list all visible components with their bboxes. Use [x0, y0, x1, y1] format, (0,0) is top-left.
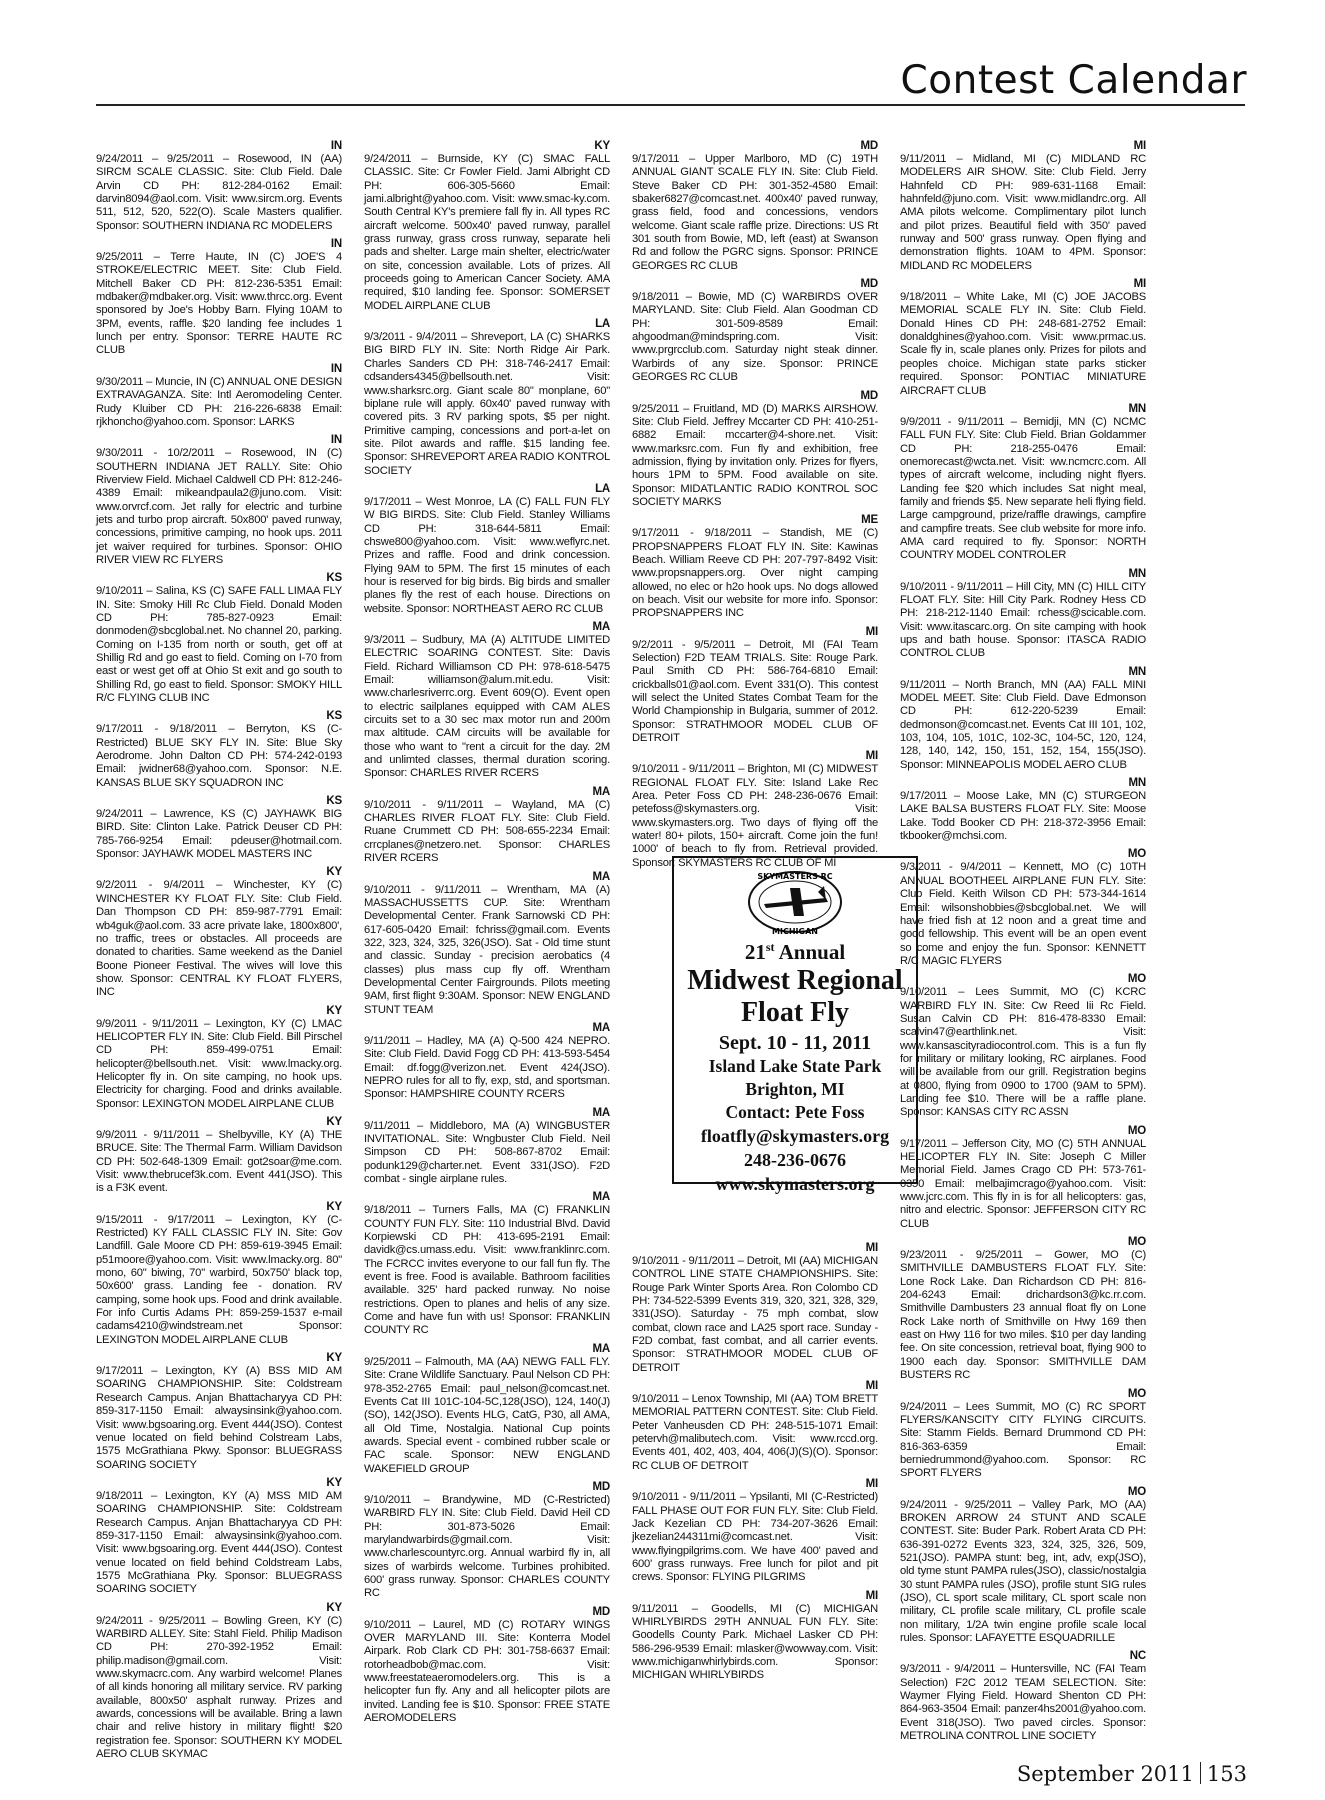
calendar-entry — [900, 973, 1146, 1119]
event-listing: 9/9/2011 - 9/11/2011 – Shelbyville, KY (A) THE BRUCE. Site: The Thermal Farm. William Davidson CD PH: 502-648-1309 Email: got2soar@me.com. Visit: www.thebrucef3k.com. Event 441(JSO). This is a F3K event. — [96, 1128, 342, 1195]
state-heading: IN — [330, 362, 342, 375]
event-listing: 9/30/2011 - 10/2/2011 – Rosewood, IN (C) SOUTHERN INDIANA JET RALLY. Site: Ohio Riverview Field. Michael Caldwell CD PH: 812-246-4389 Email: mikeandpaula2@juno.com. Visit: www.orvrcf.com. Jet rally for electric and turbine jets and turbo prop aircraft. 50x800' paved runway, concessions, primitive camping, no hook ups. 2011 jet waiver required for turbines. Sponsor: OHIO RIVER VIEW RC FLYERS — [96, 447, 342, 566]
footer-divider — [1200, 1762, 1201, 1784]
calendar-entry — [96, 1477, 342, 1597]
calendar-entry — [632, 1590, 878, 1683]
issue-date: September 2011 — [1016, 1762, 1194, 1786]
state-heading: KY — [326, 1200, 342, 1213]
calendar-column-1 — [96, 140, 342, 1766]
event-listing: 9/11/2011 – North Branch, MN (AA) FALL MINI MODEL MEET. Site: Club Field. Dave Edmonson CD PH: 612-220-5239 Email: dedmonson@comcast.net. Events Cat III 101, 102, 103, 104, 105, 101C, 102-3C, 104-5C, 120, 124, 128, 140, 142, 150, 151, 152, 154, 155(JSO). Sponsor: MINNEAPOLIS MODEL AERO CLUB — [900, 678, 1146, 771]
event-listing: 9/15/2011 - 9/17/2011 – Lexington, KY (C-Restricted) KY FALL CLASSIC FLY IN. Site: Gov Landfill. Gale Moore CD PH: 859-619-3945 Email: p51moore@yahoo.com. Visit: www.lmacky.org. 80" mono, 60" biwing, 70" warbird, 50x750' black top, 50x600' grass. Landing fee - donation. RV camping, some hook ups. Food and drink available. For info Curtis Adams PH: 859-259-1537 e-mail cadams4210@windstream.net Sponsor: LEXINGTON MODEL AIRPLANE CLUB — [96, 1213, 342, 1346]
calendar-entry — [96, 363, 342, 429]
calendar-entry — [900, 1486, 1146, 1646]
calendar-entry — [632, 1478, 878, 1584]
state-heading: MI — [865, 1242, 878, 1254]
event-listing: 9/3/2011 - 9/4/2011 – Huntersville, NC (FAI Team Selection) F2C 2012 TEAM SELECTION. Site: Waymer Flying Field. Howard Shenton CD PH: 864-963-3504 Email: panzer4hs2001@yahoo.com. Event 318(JSO). Two paved circles. Sponsor: METROLINA CONTROL LINE SOCIETY — [900, 1663, 1146, 1743]
state-heading: KY — [326, 1601, 342, 1614]
state-heading: MI — [865, 1589, 878, 1602]
event-listing: 9/24/2011 - 9/25/2011 – Valley Park, MO (AA) BROKEN ARROW 24 STUNT AND SCALE CONTEST. Site: Buder Park. Robert Arata CD PH: 636-391-0272 Events 323, 324, 325, 326, 509, 521(JSO). PAMPA stunt: beg, int, adv, exp(JSO), old tyme stunt PAMPA rules(JSO), classic/nostalgia 30 stunt PAMPA rules (JSO), profile stunt SIG rules (JSO), CL sport scale military, CL sport scale non military, CL profile scale military, CL profile scale non military, 1/2A twin engine profile scale local rules. Sponsor: LAFAYETTE ESQUADRILLE — [900, 1498, 1146, 1644]
event-listing: 9/2/2011 - 9/5/2011 – Detroit, MI (FAI Team Selection) F2D TEAM TRIALS. Site: Rouge Park. Paul Smith CD PH: 586-764-6810 Email: crickballs01@aol.com. Event 331(O). This contest will select the United States Combat Team for the World Championship in Bulgaria, summer of 2012. Sponsor: STRATHMOOR MODEL CLUB OF DETROIT — [632, 638, 878, 745]
calendar-column-2 — [364, 140, 610, 1730]
calendar-column-3 — [632, 140, 878, 875]
ad-phone: 248-236-0676 — [744, 1150, 846, 1170]
ad-website: www.skymasters.org — [715, 1174, 875, 1194]
state-heading: MI — [1133, 140, 1146, 152]
calendar-entry — [96, 1005, 342, 1111]
state-heading: IN — [330, 140, 342, 152]
state-heading: MA — [592, 1342, 610, 1355]
page-title: Contest Calendar — [900, 58, 1247, 103]
calendar-entry — [900, 568, 1146, 661]
event-listing: 9/11/2011 – Midland, MI (C) MIDLAND RC MODELERS AIR SHOW. Site: Club Field. Jerry Hahnfeld CD PH: 989-631-1168 Email: hahnfeld@juno.com. Visit: www.midlandrc.org. All AMA pilots welcome. Complimentary pilot lunch and pilot prizes. Beautiful field with 350' paved runway and 500' grass runway. Open flying and demonstration flights. 10AM to 4PM. Sponsor: MIDLAND RC MODELERS — [900, 153, 1146, 272]
event-listing: 9/24/2011 – 9/25/2011 – Rosewood, IN (AA) SIRCM SCALE CLASSIC. Site: Club Field. Dale Arvin CD PH: 812-284-0162 Email: darvin8094@aol.com. Visit: www.sircm.org. Events 511, 512, 520, 522(O). Scale Masters qualifier. Sponsor: SOUTHERN INDIANA RC MODELERS — [96, 153, 342, 232]
event-listing: 9/10/2011 - 9/11/2011 – Ypsilanti, MI (C-Restricted) FALL PHASE OUT FOR FUN FLY. Site: Club Field. Jack Kezelian CD PH: 734-207-3626 Email: jkezelian244311mi@comcast.net. Visit: www.flyingpilgrims.com. We have 400' paved and 600' grass runways. Free lunch for pilot and pit crews. Sponsor: FLYING PILGRIMS — [632, 1491, 878, 1584]
state-heading: MO — [1127, 848, 1146, 861]
state-heading: MA — [592, 621, 610, 633]
ad-venue: Island Lake State Park — [708, 1056, 882, 1076]
calendar-entry — [364, 1022, 610, 1102]
calendar-entry — [900, 777, 1146, 843]
event-listing: 9/17/2011 – Jefferson City, MO (C) 5TH ANNUAL HELICOPTER FLY IN. Site: Joseph C Miller Memorial Field. James Crago CD PH: 573-761-0350 Email: melbajimcrago@yahoo.com. Visit: www.jcrc.com. This fly in is for all helicopters: gas, nitro and electric. Sponsor: JEFFERSON CITY RC CLUB — [900, 1137, 1146, 1230]
state-heading: MD — [860, 389, 878, 402]
state-heading: MO — [1127, 1124, 1146, 1137]
ad-city: Brighton, MI — [745, 1079, 845, 1099]
event-listing: 9/10/2011 - 9/11/2011 – Detroit, MI (AA) MICHIGAN CONTROL LINE STATE CHAMPIONSHIPS. Site: Rouge Park Winter Sports Area. Ron Colombo CD PH: 734-522-5399 Events 319, 320, 321, 328, 329, 331(JSO). Saturday - 75 mph combat, slow combat, clown race and LA25 sport race. Sunday - F2D combat, fast combat, and all carrier events. Sponsor: STRATHMOOR MODEL CLUB OF DETROIT — [632, 1255, 878, 1374]
calendar-entry — [900, 1236, 1146, 1382]
event-listing: 9/23/2011 - 9/25/2011 – Gower, MO (C) SMITHVILLE DAMBUSTERS FLOAT FLY. Site: Lone Rock Lake. Dan Richardson CD PH: 816-204-6243 Email: drichardson3@kc.rr.com. Smithville Dambusters 23 annual float fly on Lone Rock Lake north of Smithville on Hwy 169 then east on Hwy 116 for two miles. $10 per day landing fee. On site concession, retrieval boat, flying 900 to 1900 each day. Sponsor: SMITHVILLE DAM BUSTERS RC — [900, 1249, 1146, 1382]
ad-contact: Contact: Pete Foss — [725, 1102, 865, 1122]
logo-top-text: SKYMASTERS RC — [757, 872, 833, 881]
calendar-entry — [96, 140, 342, 233]
event-listing: 9/11/2011 – Hadley, MA (A) Q-500 424 NEPRO. Site: Club Field. David Fogg CD PH: 413-593-5454 Email: df.fogg@verizon.net. Event 424(JSO). NEPRO rules for all to fly, exp, std, and sportsman. Sponsor: HAMPSHIRE COUNTY RCERS — [364, 1034, 610, 1101]
state-heading: MA — [592, 1191, 610, 1204]
calendar-entry — [632, 514, 878, 620]
event-listing: 9/10/2011 – Salina, KS (C) SAFE FALL LIMAA FLY IN. Site: Smoky Hill Rc Club Field. Donald Moden CD PH: 785-827-0923 Email: donmoden@sbcglobal.net. No channel 20, parking. Coming on I-135 from north or south, get off at Shillig Rd and go east to field. Coming on I-70 from east or west get off at Ohio St exit and go south to Shilling Rd, go east to field. Sponsor: SMOKY HILL R/C FLYING CLUB INC — [96, 585, 342, 705]
ad-email: floatfly@skymasters.org — [700, 1126, 890, 1146]
calendar-entry — [364, 621, 610, 781]
event-listing: 9/24/2011 – Burnside, KY (C) SMAC FALL CLASSIC. Site: Cr Fowler Field. Jami Albright CD PH: 606-305-5660 Email: jami.albright@yahoo.com. Visit: www.smac-ky.com. South Central KY's premiere fall fly in. All types RC aircraft welcome. 500x40' paved runway, parallel grass runway, grass cross runway, separate heli pads and shelter. Large main shelter, electric/water on site, concession available. Lots of prizes. All proceeds going to American Cancer Society. AMA required, $10 landing fee. Sponsor: SOMERSET MODEL AIRPLANE CLUB — [364, 153, 610, 312]
event-listing: 9/25/2011 – Terre Haute, IN (C) JOE'S 4 STROKE/ELECTRIC MEET. Site: Club Field. Mitchell Baker CD PH: 812-236-5351 Email: mdbaker@mdbaker.org. Visit: www.thrcc.org. Event sponsored by Joe's Hobby Barn. Flying 10AM to 3PM, events, raffle. $20 landing fee includes 1 lunch per entry. Sponsor: TERRE HAUTE RC CLUB — [96, 251, 342, 357]
event-listing: 9/18/2011 – White Lake, MI (C) JOE JACOBS MEMORIAL SCALE FLY IN. Site: Club Field. Donald Hines CD PH: 248-681-2752 Email: donaldghines@yahoo.com. Visit: www.prmac.us. Scale fly in, scale planes only. Prizes for pilots and peoples choice. Michigan state parks sticker required. Sponsor: PONTIAC MINIATURE AIRCRAFT CLUB — [900, 291, 1146, 397]
state-heading: MA — [592, 1106, 610, 1119]
event-listing: 9/3/2011 – Sudbury, MA (A) ALTITUDE LIMITED ELECTRIC SOARING CONTEST. Site: Davis Field. Richard Williamson CD PH: 978-618-5475 Email: williamson@alum.mit.edu. Visit: www.charlesriverrc.org. Event 609(O). Event open to electric sailplanes equipped with CAM ALES circuits set to a 30 sec max motor run and 200m max altitude. CAM circuits will be available for those who want to "rent a circuit for the day. 2M and unlimted classes, thermal duration scoring. Sponsor: CHARLES RIVER RCERS — [364, 634, 610, 780]
calendar-entry — [900, 140, 1146, 273]
state-heading: MA — [592, 785, 610, 798]
state-heading: MN — [1128, 665, 1146, 678]
calendar-entry — [96, 710, 342, 790]
calendar-entry — [96, 1352, 342, 1472]
state-heading: LA — [595, 318, 610, 331]
calendar-entry — [632, 626, 878, 746]
calendar-entry — [632, 278, 878, 384]
event-listing: 9/10/2011 – Lees Summit, MO (C) KCRC WARBIRD FLY IN. Site: Cw Reed Iii Rc Field. Susan Calvin CD PH: 816-478-8330 Email: scalvin47@earthlink.net. Visit: www.kansascityradiocontrol.com. This is a fun fly for military or military looking, RC airplanes. Food will be available from our grill. Registration begins at 0800, flying from 0900 to 1700 (9AM to 5PM). Landing fee $10. There will be a raffle plane. Sponsor: KANSAS CITY RC ASSN — [900, 986, 1146, 1119]
state-heading: MD — [592, 1480, 610, 1493]
event-listing: 9/17/2011 – Lexington, KY (A) BSS MID AM SOARING CHAMPIONSHIP. Site: Coldstream Research Campus. Anjan Bhattacharyya CD PH: 859-317-1150 Email: alwaysinsink@yahoo.com. Visit: www.bgsoaring.org. Event 444(JSO). Contest venue located on field behind Colstream Labs, 1575 McGrathiana Pkwy. Sponsor: BLUEGRASS SOARING SOCIETY — [96, 1365, 342, 1471]
event-listing: 9/18/2011 – Lexington, KY (A) MSS MID AM SOARING CHAMPIONSHIP. Site: Coldstream Research Campus. Anjan Bhattacharyya CD PH: 859-317-1150 Email: alwaysinsink@yahoo.com. Visit: www.bgsoaring.org. Event 444(JSO). Contest venue located on field behind Coldstream Labs, 1575 McGrathiana Pky. Sponsor: BLUEGRASS SOARING SOCIETY — [96, 1489, 342, 1596]
state-heading: MI — [865, 625, 878, 638]
ad-annual: 21st Annual — [744, 940, 846, 964]
calendar-entry — [96, 238, 342, 358]
event-listing: 9/18/2011 – Turners Falls, MA (C) FRANKLIN COUNTY FUN FLY. Site: 110 Industrial Blvd. David Korpiewski CD PH: 413-695-2191 Email: davidk@cs.umass.edu. Visit: www.franklinrc.com. The FCRCC invites everyone to our fall fun fly. The event is free. Food is available. Bathroom facilities available. 325' hard packed runway. No noise restrictions. Open to planes and helis of any size. Come and have fun with us! Sponsor: FRANKLIN COUNTY RC — [364, 1204, 610, 1337]
event-listing: 9/25/2011 – Fruitland, MD (D) MARKS AIRSHOW. Site: Club Field. Jeffrey Mccarter CD PH: 410-251-6882 Email: mccarter@4-shore.net. Visit: www.marksrc.com. Fun fly and exhibition, free admission, flying by invitation only. Prizes for flyers, hours 1PM to 5PM. Food available on site. Sponsor: MIDATLANTIC RADIO KONTROL SOC SOCIETY MARKS — [632, 402, 878, 508]
event-listing: 9/17/2011 - 9/18/2011 – Berryton, KS (C-Restricted) BLUE SKY FLY IN. Site: Blue Sky Aerodrome. John Dalton CD PH: 574-242-0193 Email: jwidner68@yahoo.com. Sponsor: N.E. KANSAS BLUE SKY SQUADRON INC — [96, 723, 342, 789]
event-listing: 9/10/2011 – Brandywine, MD (C-Restricted) WARBIRD FLY IN. Site: Club Field. David Heil CD PH: 301-873-5026 Email: marylandwarbirds@gmail.com. Visit: www.charlescountyrc.org. Annual warbird fly in, all sizes of warbirds welcome. Turbines prohibited. 600' grass runway. Sponsor: CHARLES COUNTY RC — [364, 1493, 610, 1600]
calendar-entry — [364, 1343, 610, 1476]
calendar-entry — [364, 483, 610, 616]
calendar-entry — [632, 390, 878, 510]
calendar-entry — [96, 572, 342, 705]
calendar-entry — [364, 1606, 610, 1726]
event-listing: 9/9/2011 - 9/11/2011 – Bemidji, MN (C) NCMC FALL FUN FLY. Site: Club Field. Brian Goldammer CD PH: 218-255-0476 Email: onemorecast@wcta.net. Visit: ww.ncmcrc.com. All types of aircraft welcome, including night flyers. Landing fee $20 which includes Sat night meal, family and friends $5. New separate heli flying field. Large campground, prize/raffle drawings, campfire and campfire treats. See club website for more info. AMA card required to fly. Sponsor: NORTH COUNTRY MODEL CONTROLER — [900, 415, 1146, 562]
event-listing: 9/17/2011 – Upper Marlboro, MD (C) 19TH ANNUAL GIANT SCALE FLY IN. Site: Club Field. Steve Baker CD PH: 301-352-4580 Email: sbaker6827@comcast.net. 400x40' paved runway, grass field, food and concessions, vendors welcome. Giant scale raffle prize. Directions: US Rt 301 south from Bowie, MD, left (east) at Swanson Rd and follow the PGRC signs. Sponsor: PRINCE GEORGES RC CLUB — [632, 153, 878, 272]
event-listing: 9/11/2011 – Middleboro, MA (A) WINGBUSTER INVITATIONAL. Site: Wngbuster Club Field. Neil Simpson CD PH: 508-867-8702 Email: podunk129@charter.net. Event 331(JSO). F2D combat - single airplane rules. — [364, 1119, 610, 1186]
event-listing: 9/10/2011 - 9/11/2011 – Hill City, MN (C) HILL CITY FLOAT FLY. Site: Hill City Park. Rodney Hess CD PH: 218-212-1140 Email: rchess@scicable.com. Visit: www.itascarc.org. On site camping with hook ups and bath house. Sponsor: ITASCA RADIO CONTROL CLUB — [900, 580, 1146, 660]
state-heading: MO — [1127, 1236, 1146, 1249]
state-heading: IN — [330, 238, 342, 251]
state-heading: MA — [592, 1021, 610, 1034]
event-listing: 9/24/2011 – Lees Summit, MO (C) RC SPORT FLYERS/KANSCITY CITY FLYING CIRCUITS. Site: Stamm Fields. Bernard Drummond CD PH: 816-363-6359 Email: berniedrummond@yahoo.com. Sponsor: RC SPORT FLYERS — [900, 1400, 1146, 1480]
header-rule — [96, 104, 1245, 106]
event-listing: 9/17/2011 – West Monroe, LA (C) FALL FUN FLY W BIG BIRDS. Site: Club Field. Stanley Williams CD PH: 318-644-5811 Email: chswe800@yahoo.com. Visit: www.weflyrc.net. Prizes and raffle. Food and drink concession. Flying 9AM to 5PM. The first 15 minutes of each hour is reserved for big birds. Big birds and smaller planes fly the rest of each house. Directions on website. Sponsor: NORTHEAST AERO RC CLUB — [364, 495, 610, 615]
ad-headline-2: Float Fly — [740, 997, 850, 1028]
calendar-entry — [900, 666, 1146, 772]
event-listing: 9/10/2011 – Lenox Township, MI (AA) TOM BRETT MEMORIAL PATTERN CONTEST. Site: Club Field. Peter Vanheusden CD PH: 248-515-1071 Email: petervh@malibutech.com. Visit: www.rccd.org. Events 401, 402, 403, 404, 406(J)(S)(O). Sponsor: RC CLUB OF DETROIT — [632, 1393, 878, 1472]
state-heading: MO — [1127, 1387, 1146, 1400]
state-heading: KY — [326, 1004, 342, 1017]
calendar-entry — [632, 1380, 878, 1473]
calendar-entry — [364, 786, 610, 866]
calendar-column-4 — [900, 140, 1146, 1748]
state-heading: MN — [1128, 777, 1146, 790]
state-heading: MI — [865, 750, 878, 763]
state-heading: KS — [326, 572, 342, 585]
event-listing: 9/2/2011 - 9/4/2011 – Winchester, KY (C) WINCHESTER KY FLOAT FLY. Site: Club Field. Dan Thompson CD PH: 859-987-7791 Email: wb4guk@aol.com. 33 acre private lake, 1800x800', no traffic, trees or obstacles. All proceeds are donated to charities. Same weekend as the Daniel Boone Pioneer Festival. The wives will love this show. Sponsor: CENTRAL KY FLOAT FLYERS, INC — [96, 879, 342, 999]
calendar-entry — [900, 848, 1146, 968]
calendar-entry — [632, 750, 878, 870]
event-listing: 9/25/2011 – Falmouth, MA (AA) NEWG FALL FLY. Site: Crane Wildlife Sanctuary. Paul Nelson CD PH: 978-352-2765 Email: paul_nelson@comcast.net. Events Cat III 101C-104-5C,128(JSO), 124, 140(J)(SO), 142(JSO). Events HLG, CatG, P30, all AMA, all Old Time, Nostalgia. National Cup points awards. Special event - combined rubber scale or FAC scale. Sponsor: NEW ENGLAND WAKEFIELD GROUP — [364, 1355, 610, 1475]
event-listing: 9/10/2011 - 9/11/2011 – Brighton, MI (C) MIDWEST REGIONAL FLOAT FLY. Site: Island Lake Rec Area. Peter Foss CD PH: 248-236-0676 Email: petefoss@skymasters.org. Visit: www.skymasters.org. Two days of flying off the water! 80+ pilots, 150+ aircraft. Come join the fun! 1000' of beach to fly from. Retrieval provided. Sponsor: SKYMASTERS RC CLUB OF MI — [632, 763, 878, 869]
calendar-entry — [96, 866, 342, 999]
calendar-entry — [900, 1388, 1146, 1481]
event-listing: 9/10/2011 - 9/11/2011 – Wayland, MA (C) CHARLES RIVER FLOAT FLY. Site: Club Field. Ruane Crummett CD PH: 508-655-2234 Email: crrcplanes@netzero.net. Sponsor: CHARLES RIVER RCERS — [364, 798, 610, 865]
state-heading: MN — [1128, 402, 1146, 415]
state-heading: KY — [326, 1115, 342, 1128]
page-footer — [1017, 1762, 1247, 1786]
event-listing: 9/3/2011 - 9/4/2011 – Shreveport, LA (C) SHARKS BIG BIRD FLY IN. Site: North Ridge Air Park. Charles Sanders CD PH: 318-746-2417 Email: cdsanders4345@bellsouth.net. Visit: www.sharksrc.org. Giant scale 80" monplane, 60" biplane rule will apply. 60x40' paved runway with covered pits. 3 RV parking spots, $5 per night. Primitive camping, concessions and port-a-let on site. Pilot awards and raffle. $15 landing fee. Sponsor: SHREVEPORT AREA RADIO KONTROL SOCIETY — [364, 331, 610, 477]
state-heading: MA — [592, 870, 610, 883]
calendar-entry — [96, 1201, 342, 1347]
state-heading: NC — [1129, 1650, 1146, 1663]
calendar-entry — [364, 1481, 610, 1601]
state-heading: KY — [326, 1476, 342, 1489]
state-heading: KS — [326, 795, 342, 808]
logo-bottom-text: MICHIGAN — [772, 927, 818, 936]
calendar-entry — [364, 140, 610, 313]
page-number: 153 — [1206, 1762, 1247, 1786]
state-heading: ME — [861, 514, 878, 527]
skymasters-logo-icon — [730, 866, 860, 938]
event-listing: 9/11/2011 – Goodells, MI (C) MICHIGAN WHIRLYBIRDS 29TH ANNUAL FUN FLY. Site: Goodells County Park. Michael Lasker CD PH: 586-296-9539 Email: mlasker@wowway.com. Visit: www.michiganwhirlybirds.com. Sponsor: MICHIGAN WHIRLYBIRDS — [632, 1602, 878, 1682]
state-heading: MO — [1127, 973, 1146, 986]
calendar-entry — [96, 1116, 342, 1196]
state-heading: MO — [1127, 1485, 1146, 1498]
state-heading: MN — [1128, 567, 1146, 580]
ad-headline-1: Midwest Regional — [687, 965, 903, 996]
event-listing: 9/3/2011 - 9/4/2011 – Kennett, MO (C) 10TH ANNUAL BOOTHEEL AIRPLANE FUN FLY. Site: Club Field. Keith Wilson CD PH: 573-344-1614 Email: wilsonshobbies@sbcglobal.net. We will have fried fish at 12 noon and a great time and good fellowship. This event will be an open event so come and enjoy the fun. Sponsor: KENNETT R/C MAGIC FLYERS — [900, 861, 1146, 967]
state-heading: KY — [326, 1352, 342, 1365]
calendar-entry — [900, 403, 1146, 563]
calendar-entry — [900, 1125, 1146, 1231]
event-listing: 9/9/2011 - 9/11/2011 – Lexington, KY (C) LMAC HELICOPTER FLY IN. Site: Club Field. Bill Pirschel CD PH: 859-499-0751 Email: helicopter@bellsouth.net. Visit: www.lmacky.org. Helicopter fly in. On site camping, no hook ups. Electricity for charging. Food and drinks available. Sponsor: LEXINGTON MODEL AIRPLANE CLUB — [96, 1017, 342, 1110]
state-heading: MI — [1133, 278, 1146, 291]
calendar-entry — [96, 1602, 342, 1762]
calendar-entry — [900, 278, 1146, 398]
event-listing: 9/30/2011 – Muncie, IN (C) ANNUAL ONE DESIGN EXTRAVAGANZA. Site: Intl Aeromodeling Center. Rudy Kluiber CD PH: 216-226-6838 Email: rjkhoncho@yahoo.com. Sponsor: LARKS — [96, 375, 342, 428]
ad-dates: Sept. 10 - 11, 2011 — [718, 1032, 872, 1054]
state-heading: KS — [326, 710, 342, 723]
calendar-entry — [364, 871, 610, 1017]
state-heading: MD — [860, 278, 878, 291]
state-heading: MD — [860, 140, 878, 152]
event-listing: 9/10/2011 – Laurel, MD (C) ROTARY WINGS OVER MARYLAND III. Site: Konterra Model Airpark. Rob Clark CD PH: 301-758-6637 Email: rotorheadbob@mac.com. Visit: www.freestateaeromodelers.org. This is a helicopter fun fly. Any and all helicopter pilots are invited. Landing fee is $10. Sponsor: FREE STATE AEROMODELERS — [364, 1618, 610, 1725]
calendar-entry — [632, 140, 878, 273]
advertisement-midwest-regional-float-fly — [672, 856, 918, 1194]
state-heading: MD — [592, 1605, 610, 1618]
calendar-entry — [364, 318, 610, 478]
calendar-entry — [364, 1107, 610, 1187]
calendar-entry — [900, 1650, 1146, 1743]
state-heading: IN — [330, 434, 342, 447]
state-heading: LA — [595, 482, 610, 495]
state-heading: MI — [865, 1380, 878, 1393]
event-listing: 9/10/2011 - 9/11/2011 – Wrentham, MA (A) MASSACHUSSETTS CUP. Site: Wrentham Developmental Center. Frank Sarnowski CD PH: 617-605-0420 Email: fchriss@gmail.com. Events 322, 323, 324, 325, 326(JSO). Sat - Old time stunt and classic. Sunday - precision aerobatics (4 classes) plus mass cup fly off. Wrentham Developmental Center Fairgrounds. Pilots meeting 9AM, first flight 9:30AM. Sponsor: NEW ENGLAND STUNT TEAM — [364, 883, 610, 1016]
event-listing: 9/18/2011 – Bowie, MD (C) WARBIRDS OVER MARYLAND. Site: Club Field. Alan Goodman CD PH: 301-509-8589 Email: ahgoodman@mindspring.com. Visit: www.prgrcclub.com. Saturday night steak dinner. Warbirds of any size. Sponsor: PRINCE GEORGES RC CLUB — [632, 291, 878, 384]
event-listing: 9/24/2011 - 9/25/2011 – Bowling Green, KY (C) WARBIRD ALLEY. Site: Stahl Field. Philip Madison CD PH: 270-392-1952 Email: philip.madison@gmail.com. Visit: www.skymacrc.com. Any warbird welcome! Planes of all kinds honoring all military service. RV parking available, 800x50' asphalt runway. Prizes and awards, concessions will be available. Bring a lawn chair and relive history in military flight! $20 registration fee. Sponsor: SOUTHERN KY MODEL AERO CLUB SKYMAC — [96, 1614, 342, 1761]
event-listing: 9/24/2011 – Lawrence, KS (C) JAYHAWK BIG BIRD. Site: Clinton Lake. Patrick Deuser CD PH: 785-766-9254 Email: pdeuser@hotmail.com. Sponsor: JAYHAWK MODEL MASTERS INC — [96, 808, 342, 861]
state-heading: KY — [326, 866, 342, 879]
state-heading: MI — [865, 1478, 878, 1491]
calendar-entry — [96, 434, 342, 567]
calendar-entry — [96, 795, 342, 861]
calendar-entry — [364, 1191, 610, 1337]
state-heading: KY — [594, 140, 610, 152]
calendar-entry — [632, 1242, 878, 1375]
event-listing: 9/17/2011 - 9/18/2011 – Standish, ME (C) PROPSNAPPERS FLOAT FLY IN. Site: Kawinas Beach. William Reeve CD PH: 207-797-8492 Visit: www.propsnappers.org. Over night camping allowed, no elec or h2o hook ups. No dogs allowed on beach. Visit our website for more info. Sponsor: PROPSNAPPERS INC — [632, 527, 878, 620]
event-listing: 9/17/2011 – Moose Lake, MN (C) STURGEON LAKE BALSA BUSTERS FLOAT FLY. Site: Moose Lake. Todd Booker CD PH: 218-372-3956 Email: tkbooker@mchsi.com. — [900, 790, 1146, 843]
calendar-column-3-lower — [632, 1242, 878, 1688]
